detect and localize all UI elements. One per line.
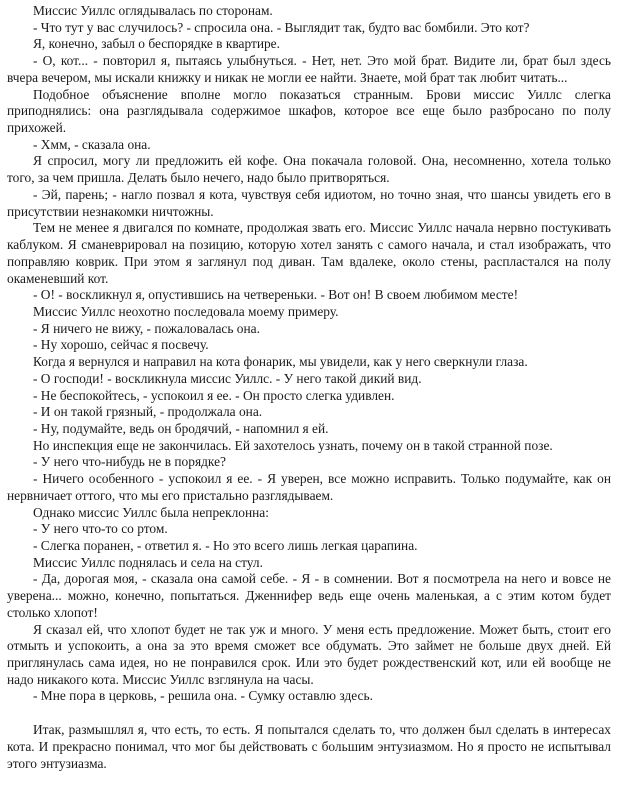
paragraph: - О господи! - воскликнула миссис Уиллс. - У него такой дикий вид. [33, 370, 422, 386]
document-page [7, 3, 611, 772]
paragraph: - Мне пора в церковь, - решила она. - Сумку оставлю здесь. [33, 688, 373, 704]
paragraph: Миссис Уиллс неохотно последовала моему примеру. [33, 303, 339, 319]
paragraph: - Я ничего не вижу, - пожаловалась она. [33, 320, 260, 336]
paragraph: - Ну хорошо, сейчас я посвечу. [33, 337, 209, 353]
paragraph: - Хмм, - сказала она. [33, 136, 151, 152]
paragraph: - Ну, подумайте, ведь он бродячий, - напомнил я ей. [33, 420, 329, 436]
paragraph: Я, конечно, забыл о беспорядке в квартире. [33, 36, 280, 52]
paragraph: Подобное объяснение вполне могло показаться странным. Брови миссис Уиллс слегка приподнялись: она разглядывала содержимое шкафов, которое все еще было разбросано по полу прихожей. [7, 86, 611, 136]
paragraph: Миссис Уиллс оглядывалась по сторонам. [33, 3, 273, 18]
paragraph: Итак, размышлял я, что есть, то есть. Я попытался сделать то, что должен был сделать в интересах кота. И прекрасно понимал, что мог бы действовать с большим энтузиазмом. Но я просто не испытывал этого энтузиазма. [7, 722, 611, 771]
paragraph: Тем не менее я двигался по комнате, продолжая звать его. Миссис Уиллс начала нервно постукивать каблуком. Я сманеврировал на позицию, которую хотел занять с самого начала, и стал изображать, что поправляю коврик. При этом я заглянул под диван. Там вдалеке, около стены, распластался на полу окаменевший кот. [7, 220, 611, 286]
paragraph: - О! - воскликнул я, опустившись на четвереньки. - Вот он! В своем любимом месте! [33, 287, 519, 303]
paragraph: - Слегка поранен, - ответил я. - Но это всего лишь легкая царапина. [33, 538, 418, 553]
paragraph: - Что тут у вас случилось? - спросила она. - Выглядит так, будто вас бомбили. Это кот? [33, 19, 530, 35]
paragraph: Когда я вернулся и направил на кота фонарик, мы увидели, как у него сверкнули глаза. [33, 354, 528, 370]
paragraph: Однако миссис Уиллс была непреклонна: [33, 504, 269, 520]
paragraph: - И он такой грязный, - продолжала она. [33, 404, 263, 420]
paragraph: - Да, дорогая моя, - сказала она самой себе. - Я - в сомнении. Вот я посмотрела на него и вовсе не уверена... можно, конечно, попытаться. Дженнифер ведь еще очень маленькая, а с этим котом будет столько хлопот! [7, 571, 611, 620]
paragraph: - О, кот... - повторил я, пытаясь улыбнуться. - Нет, нет. Это мой брат. Видите ли, брат был здесь вчера вечером, мы искали книжку и никак не могли ее найти. Знаете, мой брат так любит читать... [7, 53, 611, 85]
paragraph: - Ничего особенного - успокоил я ее. - Я уверен, все можно исправить. Только подумайте, как он нервничает оттого, что мы его пристально разглядываем. [7, 471, 611, 503]
paragraph: Я спросил, могу ли предложить ей кофе. Она покачала головой. Она, несомненно, хотела только того, за чем пришла. Делать было нечего, надо было притворяться. [7, 153, 611, 186]
paragraph: Я сказал ей, что хлопот будет не так уж и много. У меня есть предложение. Может быть, стоит его отмыть и успокоить, а она за это время сможет все обдумать. Это займет не больше двух дней. Ей приглянулась сама идея, но не понравился срок. Или это будет рождественский кот, или ей вообще не надо никакого кота. Миссис Уиллс взглянула на часы. [7, 621, 611, 687]
paragraph: Миссис Уиллс поднялась и села на стул. [33, 554, 263, 570]
paragraph: - Не беспокойтесь, - успокоил я ее. - Он просто слегка удивлен. [33, 387, 395, 403]
paragraph: Но инспекция еще не закончилась. Ей захотелось узнать, почему он в такой странной позе. [33, 437, 553, 453]
paragraph: - У него что-нибудь не в порядке? [33, 454, 226, 470]
paragraph: - У него что-то со ртом. [33, 521, 168, 537]
paragraph: - Эй, парень; - нагло позвал я кота, чувствуя себя идиотом, но точно зная, что шансы увидеть его в присутствии незнакомки ничтожны. [7, 186, 611, 219]
